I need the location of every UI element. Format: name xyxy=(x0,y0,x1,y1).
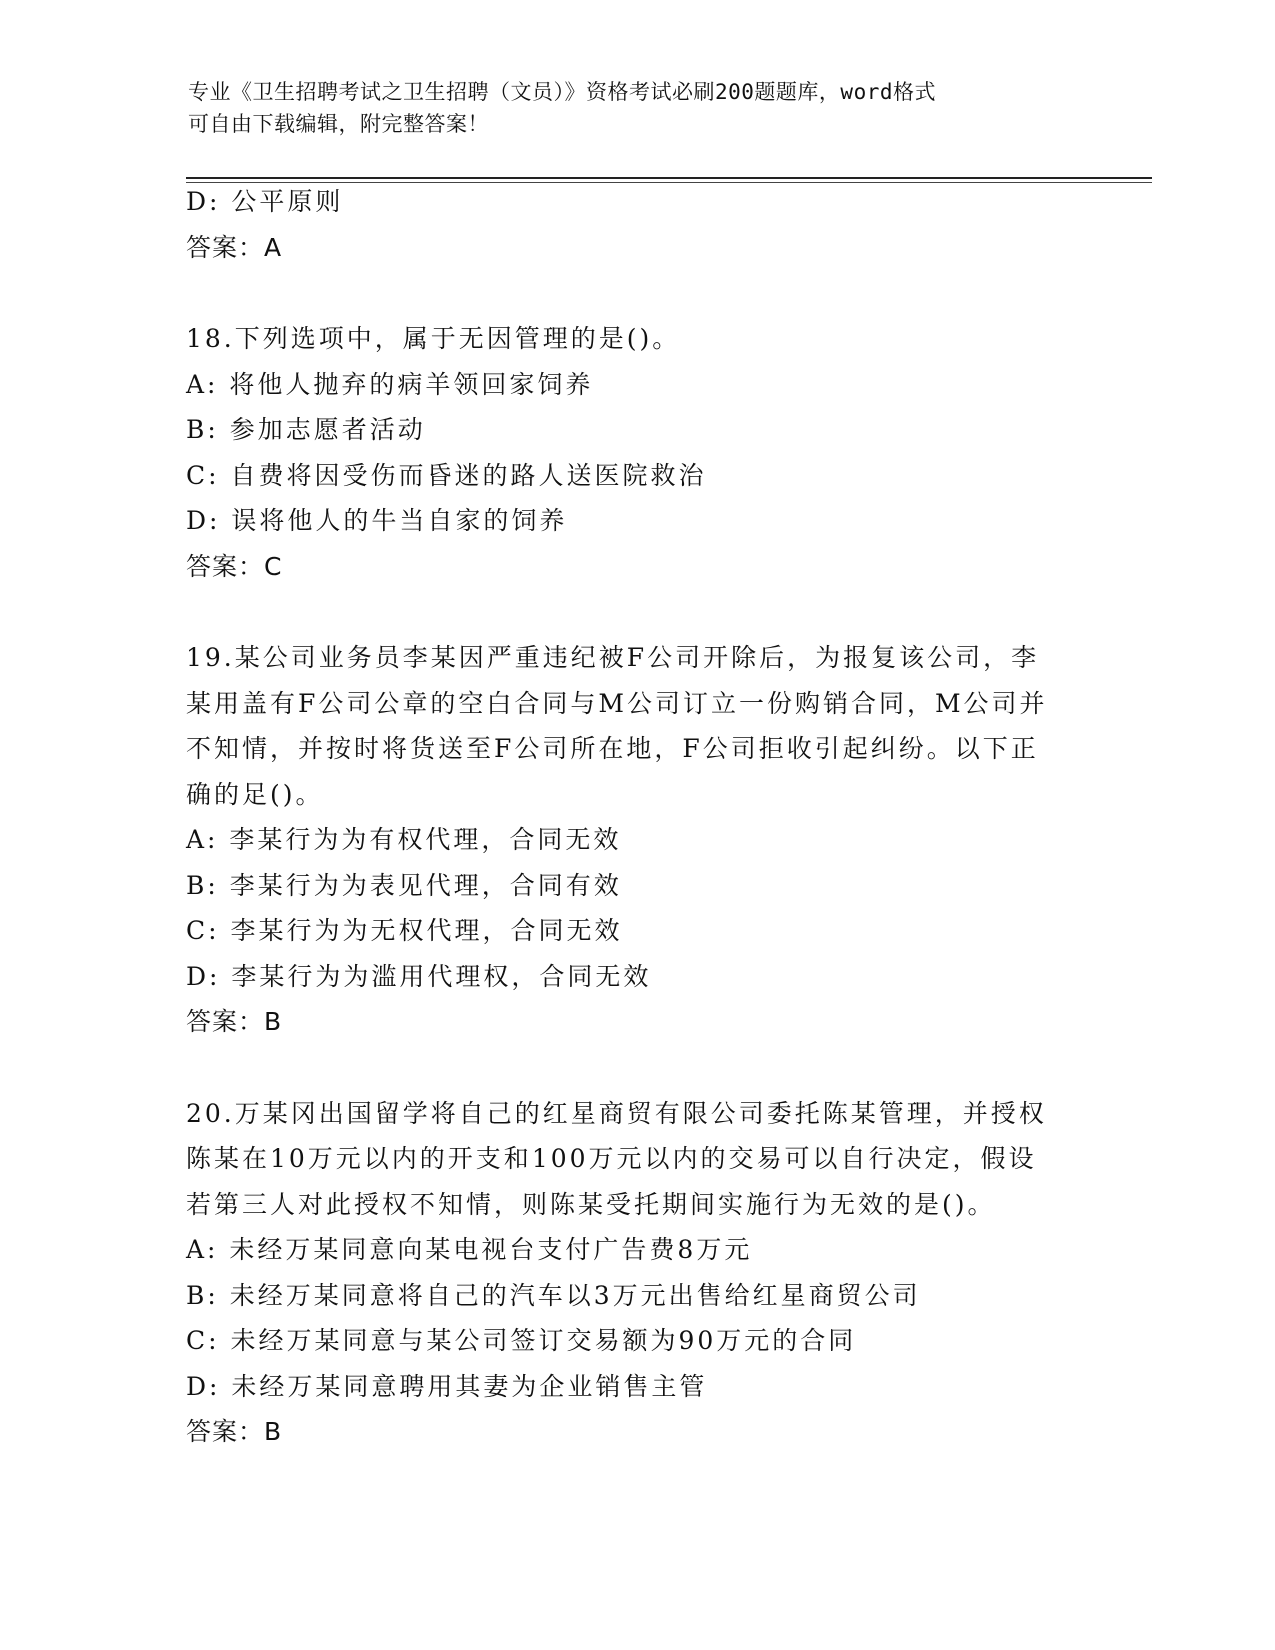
q19-option-c: C: 李某行为为无权代理，合同无效 xyxy=(186,916,623,945)
q19-stem-line-1: 19.某公司业务员李某因严重违纪被F公司开除后，为报复该公司，李 xyxy=(186,643,1040,672)
document-body xyxy=(186,179,1086,1455)
q19-stem-line-3: 不知情，并按时将货送至F公司所在地，F公司拒收引起纠纷。以下正 xyxy=(186,734,1039,763)
q18-answer: 答案：C xyxy=(186,551,283,581)
q18-option-c: C: 自费将因受伤而昏迷的路人送医院救治 xyxy=(186,460,707,490)
q20-option-c: C: 未经万某同意与某公司签订交易额为90万元的合同 xyxy=(186,1326,857,1355)
spacer xyxy=(186,1045,1086,1091)
document-header xyxy=(188,76,1088,140)
q18-option-d: D: 误将他人的牛当自家的饲养 xyxy=(186,506,568,535)
q20-answer: 答案：B xyxy=(186,1417,283,1446)
q19-option-b: B: 李某行为为表见代理，合同有效 xyxy=(186,870,622,900)
header-line-1: 专业《卫生招聘考试之卫生招聘（文员）》资格考试必刷200题题库，word格式 xyxy=(188,80,936,104)
q19-option-d: D: 李某行为为滥用代理权，合同无效 xyxy=(186,961,652,991)
header-line-2: 可自由下载编辑，附完整答案！ xyxy=(188,112,489,136)
q18-stem: 18.下列选项中，属于无因管理的是()。 xyxy=(186,324,681,353)
q20-stem-line-1: 20.万某冈出国留学将自己的红星商贸有限公司委托陈某管理，并授权 xyxy=(186,1098,1047,1128)
prev-answer: 答案：A xyxy=(186,232,283,262)
q20-stem-line-3: 若第三人对此授权不知情，则陈某受托期间实施行为无效的是()。 xyxy=(186,1189,996,1219)
q20-stem-line-2: 陈某在10万元以内的开支和100万元以内的交易可以自行决定，假设 xyxy=(186,1144,1037,1173)
q19-stem-line-4: 确的足()。 xyxy=(186,779,324,809)
spacer xyxy=(186,589,1086,635)
q19-answer: 答案：B xyxy=(186,1007,283,1036)
q18-option-b: B: 参加志愿者活动 xyxy=(186,415,426,444)
q19-stem-line-2: 某用盖有F公司公章的空白合同与M公司订立一份购销合同，M公司并 xyxy=(186,688,1048,718)
spacer xyxy=(186,270,1086,316)
q19-option-a: A: 李某行为为有权代理，合同无效 xyxy=(186,825,622,854)
q20-option-a: A: 未经万某同意向某电视台支付广告费8万元 xyxy=(186,1235,753,1264)
q20-option-b: B: 未经万某同意将自己的汽车以3万元出售给红星商贸公司 xyxy=(186,1280,921,1310)
prev-option-d: D: 公平原则 xyxy=(186,187,344,216)
q20-option-d: D: 未经万某同意聘用其妻为企业销售主管 xyxy=(186,1371,708,1401)
q18-option-a: A: 将他人抛弃的病羊领回家饲养 xyxy=(186,369,594,399)
